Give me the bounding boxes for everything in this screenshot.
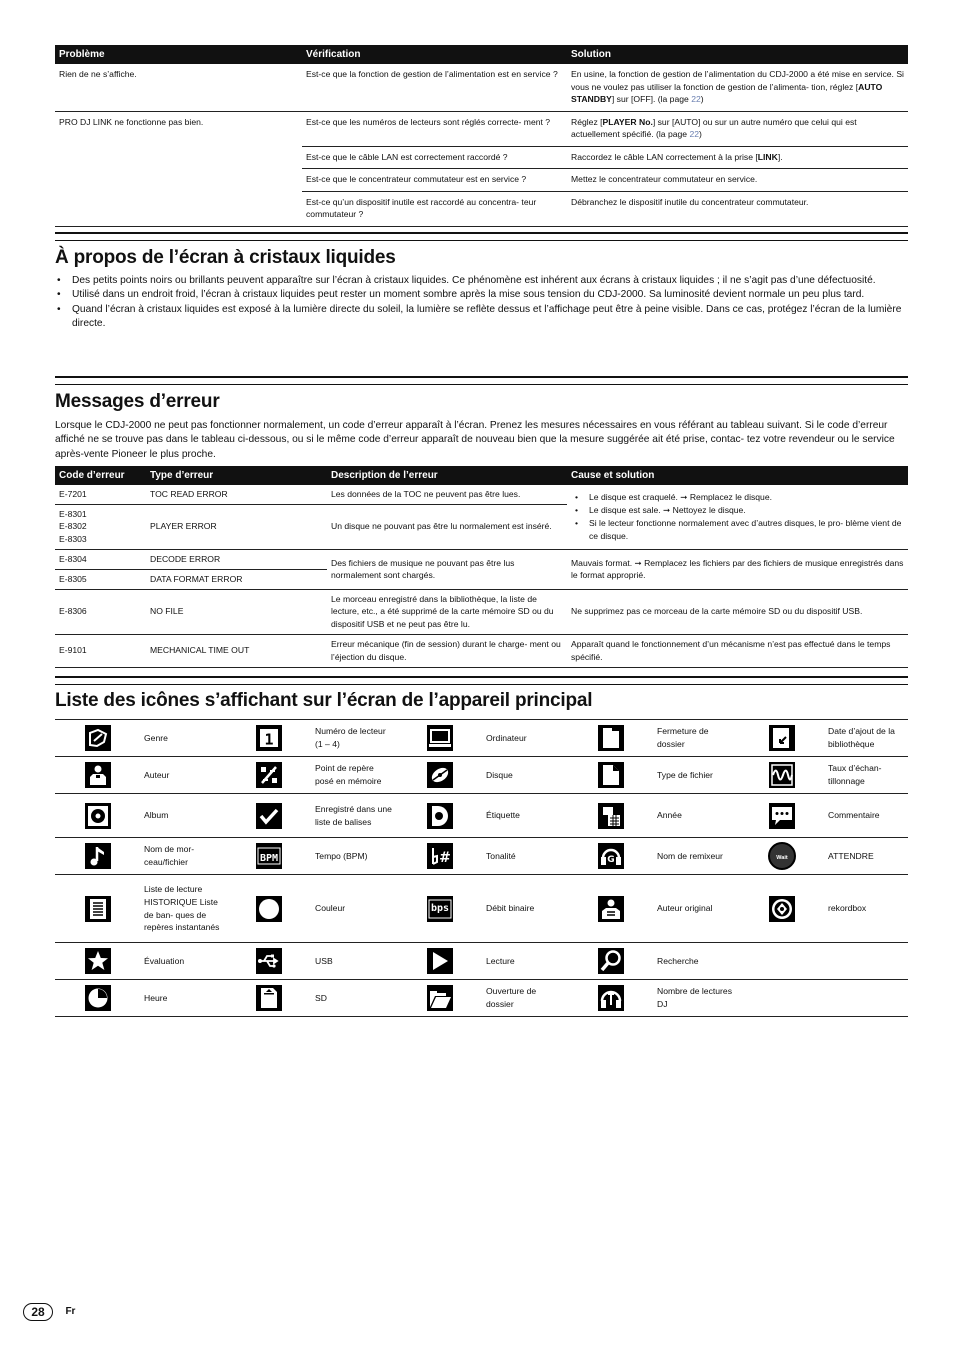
svg-text:BPM: BPM (259, 853, 279, 864)
icon-label: SD (312, 980, 397, 1017)
icon-cell (568, 838, 654, 875)
sampling-rate-icon (769, 762, 795, 788)
svg-text:G: G (607, 855, 615, 865)
icon-label (825, 943, 908, 980)
check-cell: Est-ce que la fonction de gestion de l’alimentation est en service ? (302, 64, 567, 111)
icon-label: Point de repère posé en mémoire (312, 757, 397, 794)
icon-cell (397, 980, 483, 1017)
error-cause: Apparaît quand le fonctionnement d’un mécanisme n’est pas effectué dans le temps spécifié. (567, 635, 908, 668)
folder-closed-icon (598, 725, 624, 751)
color-icon (256, 896, 282, 922)
icon-cell (397, 838, 483, 875)
list-item: • Des petits points noirs ou brillants peuvent apparaître sur l’écran à cristaux liquides. Ce phénomène est inhérent aux écrans à cristaux liquides ; il ne s’agit pas d’une défectuosité. (55, 274, 908, 288)
comment-icon (769, 803, 795, 829)
icon-label: rekordbox (825, 875, 908, 943)
icon-cell (739, 943, 825, 980)
column-header: Solution (567, 45, 908, 64)
icon-cell (55, 980, 141, 1017)
check-cell: Est-ce que les numéros de lecteurs sont réglés correcte- ment ? (302, 111, 567, 146)
icon-cell (568, 794, 654, 838)
icon-row (55, 838, 908, 875)
icon-label: Genre (141, 720, 226, 757)
error-cause: Mauvais format. ➞ Remplacez les fichiers par des fichiers de musique enregistrés dans le format approprié. (567, 550, 908, 590)
lcd-bullet-list (55, 274, 908, 331)
solution-cell: Mettez le concentrateur commutateur en service. (567, 169, 908, 192)
language-code: Fr (65, 1306, 76, 1318)
problem-cell: Rien de ne s’affiche. (55, 64, 302, 111)
icon-cell (397, 720, 483, 757)
section-title: Messages d’erreur (55, 391, 220, 412)
icon-row (55, 980, 908, 1017)
error-section (55, 376, 908, 668)
icon-cell (226, 875, 312, 943)
solution-text: ] sur [OFF]. (la page (611, 94, 692, 104)
error-table (55, 466, 908, 668)
table-header-row (55, 466, 908, 485)
memory-cue-icon (256, 762, 282, 788)
icon-cell (739, 875, 825, 943)
error-code (55, 504, 146, 549)
icon-label: Lecture (483, 943, 568, 980)
column-header: Type d’erreur (146, 466, 327, 485)
table-row (55, 64, 908, 111)
icon-cell (739, 757, 825, 794)
svg-text:1: 1 (264, 730, 274, 749)
solution-text: ) (700, 94, 704, 104)
page-number: 28 (23, 1303, 53, 1321)
solution-text: Réglez [ (571, 116, 603, 127)
icon-label: Nom de remixeur (654, 838, 739, 875)
table-row (55, 485, 908, 504)
folder-open-icon (427, 985, 453, 1011)
icon-label: Commentaire (825, 794, 908, 838)
wait-icon-text: Wait (776, 855, 788, 861)
icon-cell (226, 794, 312, 838)
icon-label: Type de fichier (654, 757, 739, 794)
dj-play-count-icon (598, 985, 624, 1011)
computer-icon (427, 725, 453, 751)
icon-cell (739, 794, 825, 838)
page-link[interactable]: 22 (689, 129, 700, 139)
icon-label: Tempo (BPM) (312, 838, 397, 875)
error-cause (567, 485, 908, 550)
column-header: Vérification (302, 45, 567, 64)
usb-icon (256, 948, 282, 974)
column-header: Cause et solution (567, 466, 908, 485)
icon-label: Liste de lecture HISTORIQUE Liste de ban- ques de repères instantanés (141, 875, 226, 943)
table-row (55, 111, 908, 146)
icon-label: Disque (483, 757, 568, 794)
icon-cell (739, 720, 825, 757)
genre-icon (85, 725, 111, 751)
icon-label: Année (654, 794, 739, 838)
problem-cell: PRO DJ LINK ne fonctionne pas bien. (55, 111, 302, 226)
icon-label: Couleur (312, 875, 397, 943)
solution-setting: AUTO STANDBY (571, 81, 883, 104)
icon-cell (397, 875, 483, 943)
solution-cell (567, 64, 908, 111)
error-description: Les données de la TOC ne peuvent pas être lues. (327, 485, 567, 504)
error-description: Erreur mécanique (fin de session) durant le charge- ment ou l’éjection du disque. (327, 635, 567, 668)
error-code: E-7201 (55, 485, 146, 504)
table-row (55, 635, 908, 668)
icon-cell (739, 980, 825, 1017)
troubleshooting-section (55, 45, 908, 227)
section-title: À propos de l’écran à cristaux liquides (55, 247, 396, 268)
cause-list (571, 491, 904, 542)
list-item: • Quand l’écran à cristaux liquides est exposé à la lumière directe du soleil, la lumière se reflète dessus et l’affichage peut être à peine visible. Dans ce cas, protégez l’écran de la lumière directe. (55, 303, 908, 332)
icon-row (55, 757, 908, 794)
error-cause: Ne supprimez pas ce morceau de la carte mémoire SD ou du dispositif USB. (567, 589, 908, 634)
icon-label (825, 980, 908, 1017)
solution-setting: PLAYER No. (602, 116, 653, 127)
error-code-line: E-8303 (59, 534, 87, 545)
icon-label: USB (312, 943, 397, 980)
remixer-icon (598, 843, 624, 869)
time-icon (85, 985, 111, 1011)
icon-cell (568, 757, 654, 794)
error-type: DECODE ERROR (146, 550, 327, 570)
icon-label: Numéro de lecteur (1 – 4) (312, 720, 397, 757)
icon-label: Tonalité (483, 838, 568, 875)
icon-row (55, 794, 908, 838)
sd-icon (256, 985, 282, 1011)
list-item: • Le disque est craquelé. ➞ Remplacez le disque. (571, 491, 904, 504)
error-code: E-8306 (55, 589, 146, 634)
icon-row (55, 720, 908, 757)
error-type: NO FILE (146, 589, 327, 634)
section-title: Liste des icônes s’affichant sur l’écran de l’appareil principal (55, 690, 593, 711)
search-icon (598, 948, 624, 974)
original-artist-icon (598, 896, 624, 922)
date-added-icon (769, 725, 795, 751)
solution-text: En usine, la fonction de gestion de l’alimentation du CDJ-2000 a été mise en service. Si vous ne voulez pas utiliser la fonction de gestion de l’alimenta- tion, réglez [ (571, 69, 904, 92)
album-icon (85, 803, 111, 829)
solution-cell (567, 111, 908, 146)
solution-text: Raccordez le câble LAN correctement à la prise [ (571, 151, 758, 162)
check-cell: Est-ce que le concentrateur commutateur est en service ? (302, 169, 567, 192)
icon-table-body (55, 720, 908, 1017)
icon-label: Enregistré dans une liste de balises (312, 794, 397, 838)
error-type: PLAYER ERROR (146, 504, 327, 549)
icon-cell (568, 875, 654, 943)
check-cell: Est-ce qu’un dispositif inutile est raccordé au concentra- teur commutateur ? (302, 191, 567, 226)
solution-cell (567, 146, 908, 169)
svg-text:#: # (439, 850, 451, 866)
icon-label: Évaluation (141, 943, 226, 980)
icon-label: Album (141, 794, 226, 838)
error-type: DATA FORMAT ERROR (146, 569, 327, 589)
solution-setting: LINK (757, 151, 778, 162)
list-item: • Si le lecteur fonctionne normalement avec d’autres disques, le pro- blème vient de ce disque. (571, 517, 904, 543)
icon-cell (55, 757, 141, 794)
table-row (55, 589, 908, 634)
wait-icon (768, 842, 796, 870)
column-header: Code d’erreur (55, 466, 146, 485)
icon-label: Taux d’échan- tillonnage (825, 757, 908, 794)
icon-cell (226, 720, 312, 757)
icon-label: Auteur original (654, 875, 739, 943)
icon-cell (397, 943, 483, 980)
error-description: Le morceau enregistré dans la bibliothèque, la liste de lecture, etc., a été supprimé de la carte mémoire SD ou du dispositif USB et ne peut pas être lu. (327, 589, 567, 634)
error-code: E-8304 (55, 550, 146, 570)
label-icon (427, 803, 453, 829)
icon-label: Date d’ajout de la bibliothèque (825, 720, 908, 757)
error-code-line: E-8302 (59, 521, 87, 532)
icon-cell (55, 875, 141, 943)
player-number-icon (256, 725, 282, 751)
rating-icon (85, 948, 111, 974)
table-row (55, 550, 908, 570)
icon-cell (568, 720, 654, 757)
section-rule (55, 376, 908, 385)
icon-cell (226, 943, 312, 980)
bpm-icon (256, 843, 282, 869)
play-icon (427, 948, 453, 974)
lcd-section (55, 232, 908, 331)
bitrate-icon (427, 896, 453, 922)
icon-cell (739, 838, 825, 875)
page-link[interactable]: 22 (691, 94, 701, 104)
icon-label: Débit binaire (483, 875, 568, 943)
list-item: • Le disque est sale. ➞ Nettoyez le disque. (571, 504, 904, 517)
key-icon (427, 843, 453, 869)
troubleshooting-table (55, 45, 908, 227)
icon-label: Auteur (141, 757, 226, 794)
error-code-line: E-8301 (59, 508, 87, 519)
table-header-row (55, 45, 908, 64)
icon-cell (55, 720, 141, 757)
icon-label: Heure (141, 980, 226, 1017)
error-description: Des fichiers de musique ne pouvant pas être lus normalement sont chargés. (327, 550, 567, 590)
icon-cell (55, 838, 141, 875)
file-type-icon (598, 762, 624, 788)
icon-cell (55, 943, 141, 980)
column-header: Problème (55, 45, 302, 64)
icon-cell (568, 943, 654, 980)
solution-cell: Débranchez le dispositif inutile du concentrateur commutateur. (567, 191, 908, 226)
error-code: E-9101 (55, 635, 146, 668)
rekordbox-icon (769, 896, 795, 922)
check-cell: Est-ce que le câble LAN est correctement raccordé ? (302, 146, 567, 169)
artist-icon (85, 762, 111, 788)
icon-label: Recherche (654, 943, 739, 980)
icon-cell (397, 794, 483, 838)
list-item: • Utilisé dans un endroit froid, l’écran à cristaux liquides peut rester un moment sombre après la mise sous tension du CDJ-2000. Sa luminosité devient normale un peu plus tard. (55, 288, 908, 302)
track-icon (85, 843, 111, 869)
icon-row (55, 943, 908, 980)
footer (23, 1303, 75, 1321)
solution-text: ]. (777, 151, 783, 162)
icon-row (55, 875, 908, 943)
solution-text: ] sur [AUTO] ou sur un autre numéro que celui qui est actuellement spécifié. (la page (571, 116, 857, 139)
year-icon (598, 803, 624, 829)
icon-cell (55, 794, 141, 838)
icon-label: Nombre de lectures DJ (654, 980, 739, 1017)
column-header: Description de l’erreur (327, 466, 567, 485)
icon-cell (226, 757, 312, 794)
icon-cell (226, 838, 312, 875)
icons-section (55, 676, 908, 1017)
bitrate-icon-text: bps (430, 902, 450, 914)
icon-label: ATTENDRE (825, 838, 908, 875)
error-type: MECHANICAL TIME OUT (146, 635, 327, 668)
icon-cell (397, 757, 483, 794)
icon-label: Fermeture de dossier (654, 720, 739, 757)
solution-text: ) (699, 129, 702, 139)
icon-label: Ordinateur (483, 720, 568, 757)
icon-cell (568, 980, 654, 1017)
icon-label: Ouverture de dossier (483, 980, 568, 1017)
section-rule (55, 676, 908, 685)
error-intro: Lorsque le CDJ-2000 ne peut pas fonctionner normalement, un code d’erreur apparaît à l’écran. Prenez les mesures nécessaires en vous référant au tableau suivant. Si le code d’erreur affiché ne se trouve pas dans le tableau ci-dessous, ou si le même code d’erreur apparaît de nouveau bien que la mesure suggérée ait été prise, contac- tez votre revendeur ou le service après-vente Pioneer le plus proche. (55, 420, 895, 460)
error-description: Un disque ne pouvant pas être lu normalement est inséré. (327, 504, 567, 549)
icon-cell (226, 980, 312, 1017)
disc-icon (427, 762, 453, 788)
icon-table (55, 719, 908, 1017)
error-code: E-8305 (55, 569, 146, 589)
tag-list-icon (256, 803, 282, 829)
icon-label: Nom de mor- ceau/fichier (141, 838, 226, 875)
error-type: TOC READ ERROR (146, 485, 327, 504)
section-rule (55, 232, 908, 241)
icon-label: Étiquette (483, 794, 568, 838)
playlist-icon (85, 896, 111, 922)
